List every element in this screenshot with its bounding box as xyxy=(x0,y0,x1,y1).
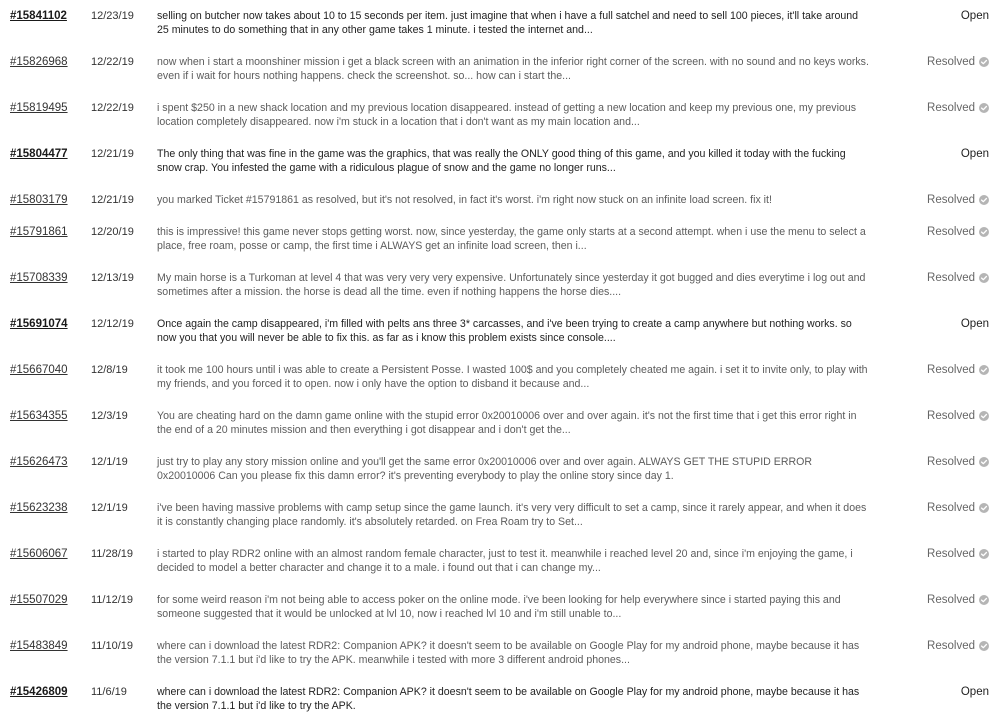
ticket-id-link[interactable]: #15791861 xyxy=(10,226,68,238)
ticket-status xyxy=(927,548,989,560)
ticket-row xyxy=(0,492,1000,538)
ticket-description[interactable]: you marked Ticket #15791861 as resolved, but it's not resolved, in fact it's worst. i'm right now stuck on an infinite load screen. fix it! xyxy=(157,194,772,206)
ticket-date: 11/6/19 xyxy=(91,686,127,698)
ticket-description[interactable]: just try to play any story mission online and you'll get the same error 0x20010006 over and over again. ALWAYS GET THE STUPID ERROR 0x20010006 Can you please fix this damn error? it's preventing everybody to play the online story since day 1. xyxy=(157,456,813,482)
ticket-status-label: Resolved xyxy=(927,364,975,376)
check-circle-icon xyxy=(979,457,989,467)
ticket-status xyxy=(961,148,989,160)
ticket-id-link[interactable]: #15483849 xyxy=(10,640,68,652)
ticket-description[interactable]: where can i download the latest RDR2: Companion APK? it doesn't seem to be available on Google Play for my android phone, maybe because it has the version 7.1.1 but i'd like to try the APK. meanwhile i tested with more 3 different android phones... xyxy=(157,640,860,666)
ticket-id-link[interactable]: #15708339 xyxy=(10,272,68,284)
ticket-id-link[interactable]: #15626473 xyxy=(10,456,68,468)
ticket-date: 12/20/19 xyxy=(91,226,134,238)
ticket-description[interactable]: The only thing that was fine in the game was the graphics, that was really the ONLY good thing of this game, and you killed it today with the fucking snow crap. You infested the game with a ridiculous plague of snow and the game no longer runs... xyxy=(157,148,846,174)
ticket-date: 12/22/19 xyxy=(91,102,134,114)
ticket-row xyxy=(0,46,1000,92)
check-circle-icon xyxy=(979,195,989,205)
check-circle-icon xyxy=(979,227,989,237)
ticket-description[interactable]: selling on butcher now takes about 10 to 15 seconds per item. just imagine that when i have a full satchel and need to sell 100 pieces, it'll take around 25 minutes to do something that in any other game takes 1 minute. i tested the internet and... xyxy=(157,10,859,36)
ticket-row xyxy=(0,354,1000,400)
ticket-status xyxy=(927,502,989,514)
ticket-description[interactable]: now when i start a moonshiner mission i get a black screen with an animation in the inferior right corner of the screen. with no sound and no keys works. even if i wait for hours nothing happens. check the screenshot. so... how can i start the... xyxy=(157,56,869,82)
ticket-row xyxy=(0,630,1000,676)
ticket-description[interactable]: i started to play RDR2 online with an almost random female character, just to test it. meanwhile i reached level 20 and, since i'm enjoying the game, i decided to model a better character and change it to a male. i found out that i can change my... xyxy=(157,548,853,574)
ticket-description[interactable]: this is impressive! this game never stops getting worst. now, since yesterday, the game only starts at a second attempt. when i use the menu to select a place, free roam, posse or camp, the first time i ALWAYS get an infinite load screen, then i... xyxy=(157,226,866,252)
ticket-description[interactable]: Once again the camp disappeared, i'm filled with pelts ans three 3* carcasses, and i've been trying to create a camp anywhere but nothing works. so now you that you will never be able to fix this. as far as i know this problem exists since console.... xyxy=(157,318,852,344)
ticket-date: 11/28/19 xyxy=(91,548,134,560)
ticket-row xyxy=(0,262,1000,308)
ticket-date: 12/13/19 xyxy=(91,272,134,284)
ticket-status xyxy=(961,10,989,22)
ticket-status-label: Resolved xyxy=(927,410,975,422)
ticket-row xyxy=(0,538,1000,584)
check-circle-icon xyxy=(979,595,989,605)
ticket-status xyxy=(927,594,989,606)
check-circle-icon xyxy=(979,503,989,513)
ticket-id-link[interactable]: #15634355 xyxy=(10,410,68,422)
ticket-date: 12/21/19 xyxy=(91,194,134,206)
check-circle-icon xyxy=(979,103,989,113)
ticket-id-link[interactable]: #15623238 xyxy=(10,502,68,514)
ticket-status-label: Open xyxy=(960,318,989,330)
ticket-date: 12/12/19 xyxy=(91,318,134,330)
ticket-status xyxy=(927,640,989,652)
ticket-row xyxy=(0,0,1000,46)
ticket-date: 12/22/19 xyxy=(91,56,134,68)
ticket-row xyxy=(0,92,1000,138)
ticket-description[interactable]: where can i download the latest RDR2: Companion APK? it doesn't seem to be available on Google Play for my android phone, maybe because it has the version 7.1.1 but i'd like to try the APK. xyxy=(157,686,860,712)
ticket-row xyxy=(0,184,1000,216)
check-circle-icon xyxy=(979,57,989,67)
ticket-date: 12/1/19 xyxy=(91,502,128,514)
ticket-status xyxy=(927,364,989,376)
ticket-status xyxy=(927,194,989,206)
ticket-status-label: Resolved xyxy=(927,56,975,68)
ticket-id-link[interactable]: #15691074 xyxy=(10,318,68,330)
check-circle-icon xyxy=(979,411,989,421)
ticket-status-label: Resolved xyxy=(927,272,975,284)
ticket-status xyxy=(927,102,989,114)
ticket-id-link[interactable]: #15426809 xyxy=(10,686,68,698)
ticket-status xyxy=(961,686,989,698)
ticket-description[interactable]: My main horse is a Turkoman at level 4 that was very very very expensive. Unfortunately since yesterday it got bugged and dies everytime i log out and sometimes after a mission. the horse is dead all the time. even if nothing happens the horse dies.... xyxy=(157,272,866,298)
ticket-id-link[interactable]: #15804477 xyxy=(10,148,68,160)
ticket-row xyxy=(0,676,1000,720)
ticket-status-label: Resolved xyxy=(927,456,975,468)
ticket-status xyxy=(927,456,989,468)
check-circle-icon xyxy=(979,549,989,559)
ticket-description[interactable]: it took me 100 hours until i was able to create a Persistent Posse. I wasted 100$ and you completely cheated me again. i set it to invite only, to play with my friends, and you forced it to open. now i only have the option to disband it because and... xyxy=(157,364,868,390)
ticket-id-link[interactable]: #15841102 xyxy=(10,10,67,22)
ticket-id-link[interactable]: #15507029 xyxy=(10,594,68,606)
ticket-date: 11/10/19 xyxy=(91,640,134,652)
ticket-row xyxy=(0,446,1000,492)
ticket-status-label: Open xyxy=(960,10,989,22)
ticket-id-link[interactable]: #15606067 xyxy=(10,548,68,560)
ticket-status-label: Open xyxy=(960,686,989,698)
ticket-row xyxy=(0,216,1000,262)
ticket-status xyxy=(961,318,989,330)
check-circle-icon xyxy=(979,641,989,651)
ticket-row xyxy=(0,138,1000,184)
ticket-status-label: Open xyxy=(960,148,989,160)
ticket-description[interactable]: You are cheating hard on the damn game online with the stupid error 0x20010006 over and over again. it's not the first time that i get this error right in the end of a 20 minutes mission and then everything i got disappear and i don't get the... xyxy=(157,410,857,436)
ticket-status-label: Resolved xyxy=(927,102,975,114)
check-circle-icon xyxy=(979,365,989,375)
ticket-id-link[interactable]: #15826968 xyxy=(10,56,68,68)
ticket-row xyxy=(0,400,1000,446)
ticket-date: 12/8/19 xyxy=(91,364,128,376)
ticket-status xyxy=(927,410,989,422)
ticket-status xyxy=(927,226,989,238)
check-circle-icon xyxy=(979,273,989,283)
ticket-status xyxy=(927,272,989,284)
ticket-row xyxy=(0,308,1000,354)
ticket-status xyxy=(927,56,989,68)
ticket-date: 12/1/19 xyxy=(91,456,128,468)
ticket-id-link[interactable]: #15803179 xyxy=(10,194,68,206)
ticket-description[interactable]: i spent $250 in a new shack location and my previous location disappeared. instead of getting a new location and keep my previous one, my previous location completely disappeared. now i'm stuck in a location that i don't want as my main location and... xyxy=(157,102,857,128)
ticket-date: 11/12/19 xyxy=(91,594,134,606)
ticket-status-label: Resolved xyxy=(927,548,975,560)
ticket-row xyxy=(0,584,1000,630)
ticket-id-link[interactable]: #15819495 xyxy=(10,102,68,114)
ticket-status-label: Resolved xyxy=(927,226,975,238)
ticket-status-label: Resolved xyxy=(927,502,975,514)
ticket-date: 12/3/19 xyxy=(91,410,128,422)
ticket-description[interactable]: i've been having massive problems with camp setup since the game launch. it's very very difficult to set a camp, since it rarely appear, and when it does it is constantly changing place randomly. it's absolutely retarded. on Frea Roam try to Set... xyxy=(157,502,867,528)
ticket-status-label: Resolved xyxy=(927,194,975,206)
ticket-id-link[interactable]: #15667040 xyxy=(10,364,68,376)
ticket-date: 12/23/19 xyxy=(91,10,134,22)
ticket-status-label: Resolved xyxy=(927,640,975,652)
ticket-description[interactable]: for some weird reason i'm not being able to access poker on the online mode. i've been looking for help everywhere since i started paying this and someone suggested that it would be unlocked at lvl 10, now i reached lvl 10 and i'm still unable to... xyxy=(157,594,841,620)
ticket-status-label: Resolved xyxy=(927,594,975,606)
ticket-date: 12/21/19 xyxy=(91,148,134,160)
